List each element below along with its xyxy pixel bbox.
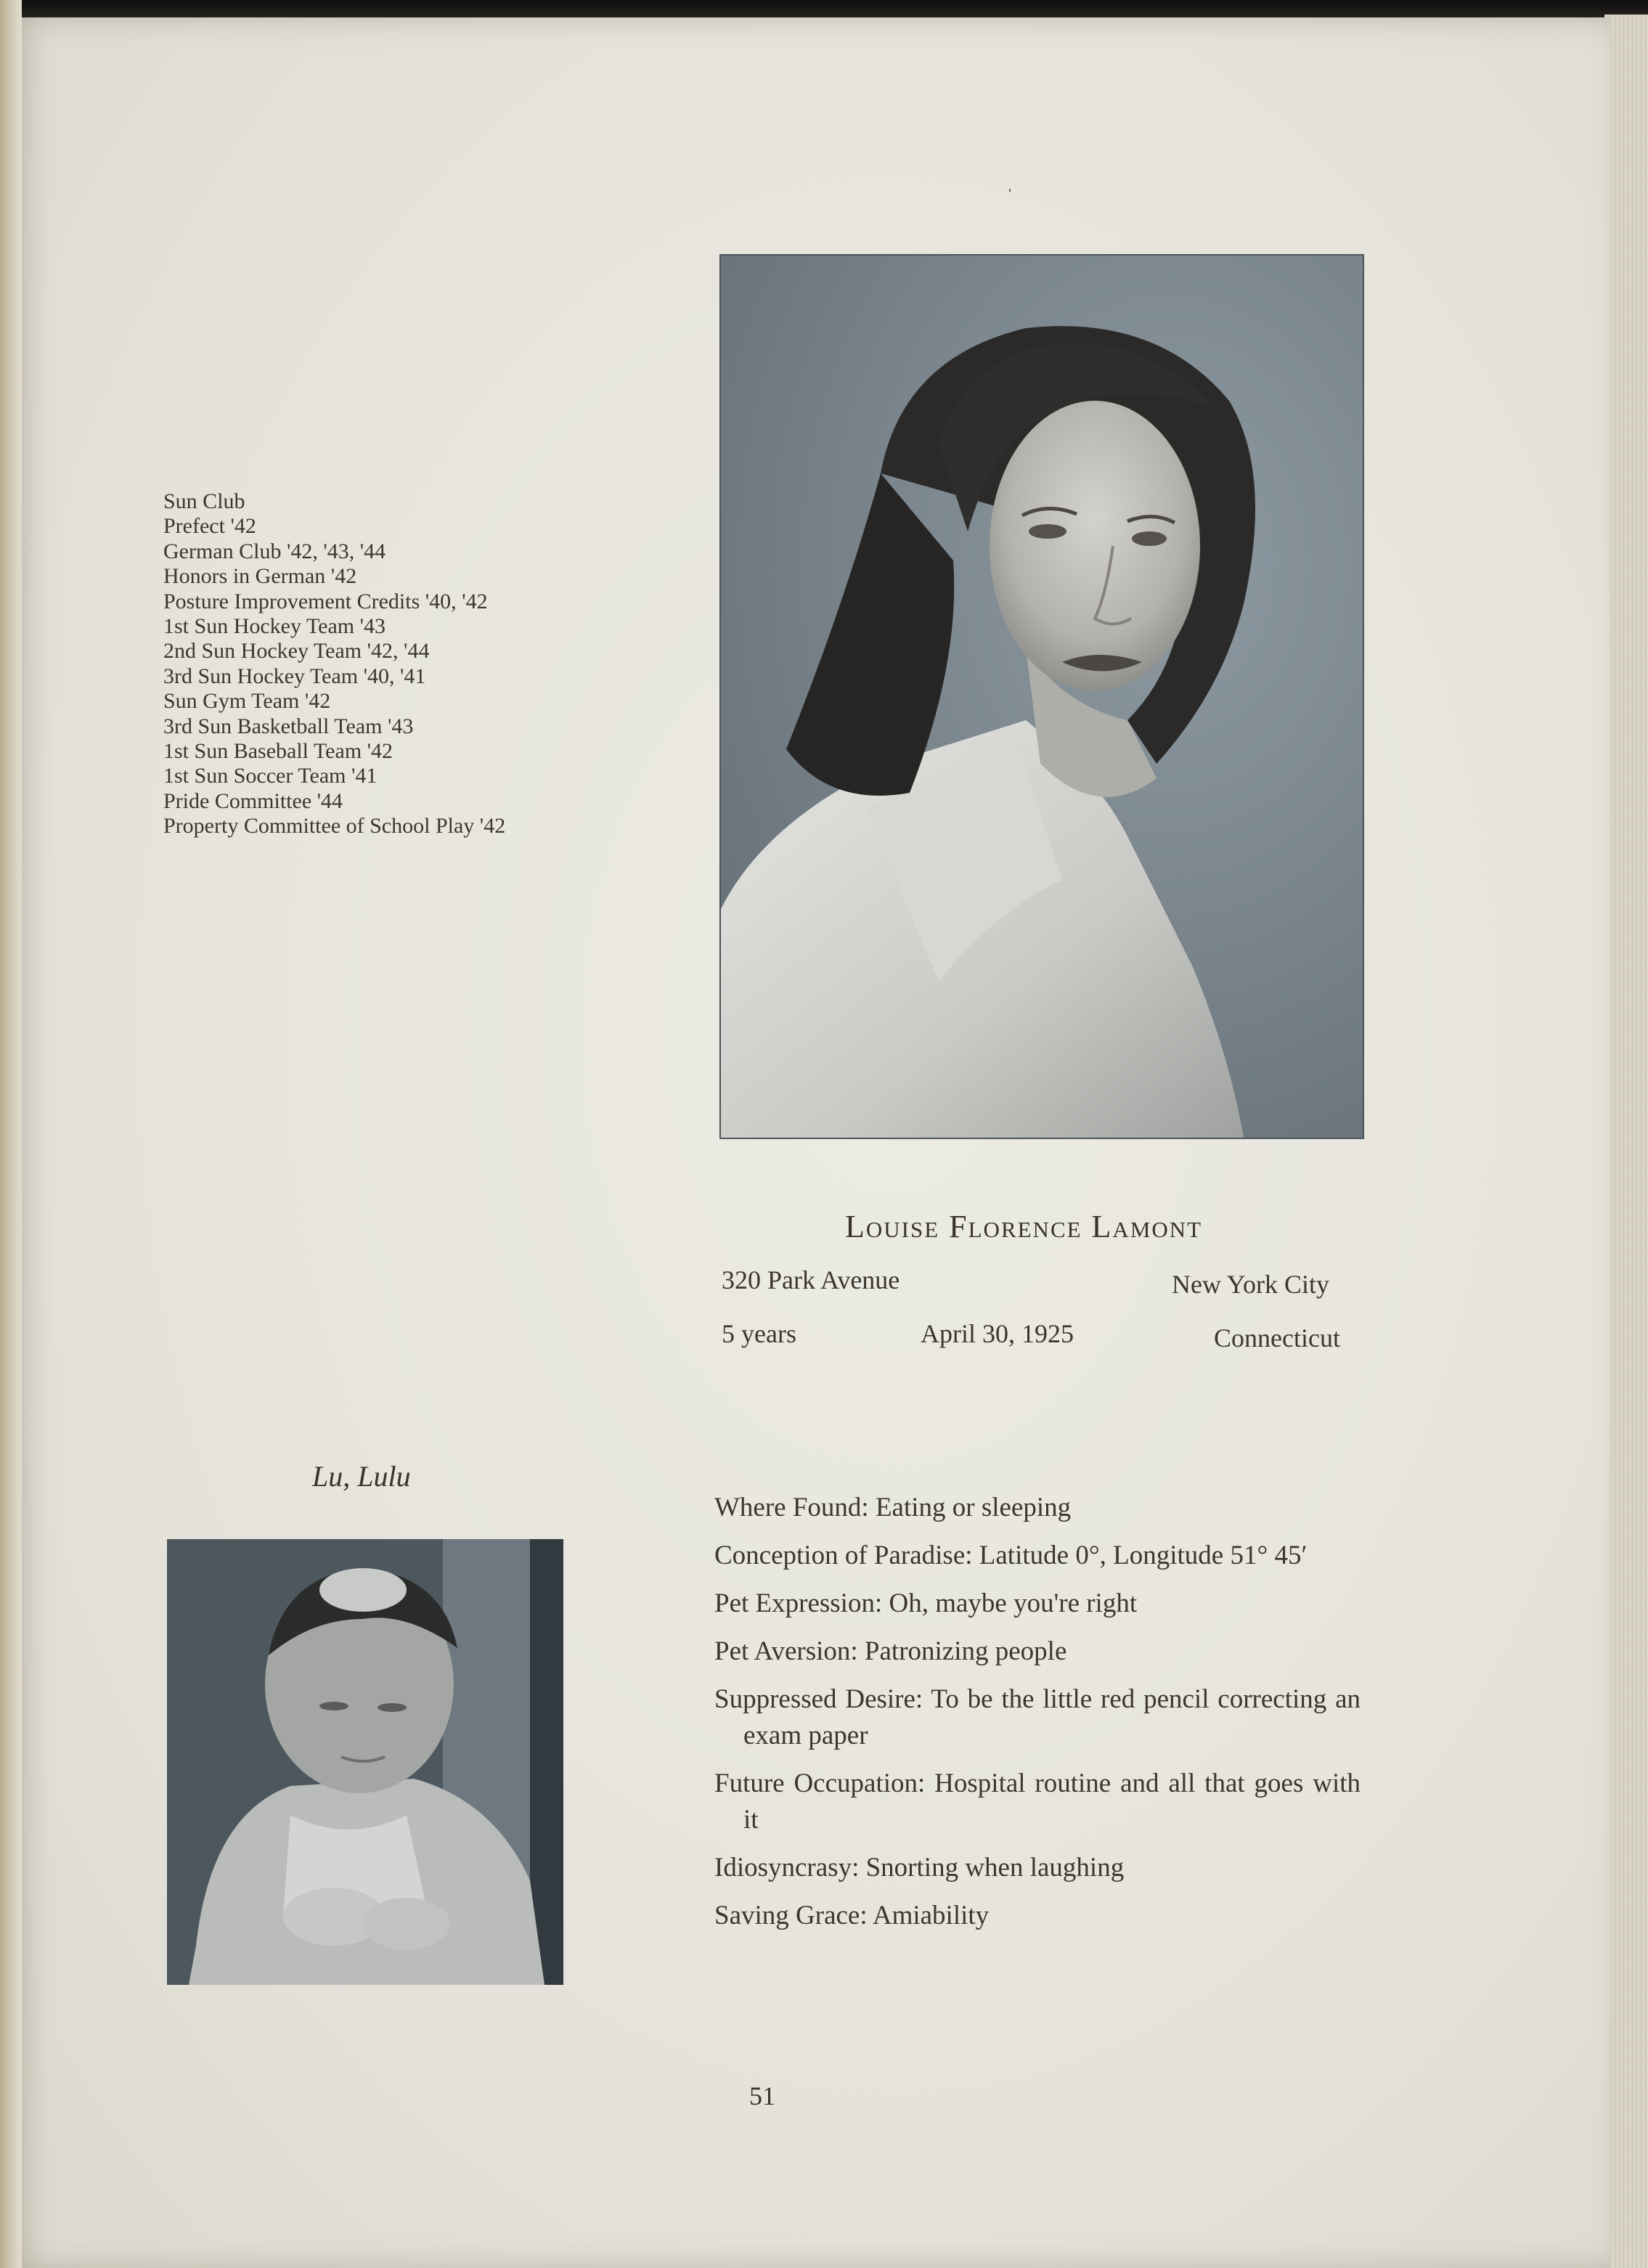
activity-item: Pride Committee '44 bbox=[163, 788, 343, 813]
qa-label: Pet Aversion : bbox=[714, 1636, 865, 1666]
student-birthdate: April 30, 1925 bbox=[921, 1319, 1074, 1348]
portrait-illustration bbox=[721, 256, 1363, 1138]
qa-label: Idiosyncrasy : bbox=[714, 1853, 866, 1882]
activity-item: 1st Sun Soccer Team '41 bbox=[163, 764, 378, 788]
qa-value: To be the little red pencil correcting an exam paper bbox=[743, 1684, 1361, 1750]
book-binding-edge bbox=[0, 0, 22, 2268]
qa-label: Future Occupation : bbox=[714, 1769, 934, 1798]
activity-item: Posture Improvement Credits '40, '42 bbox=[163, 589, 488, 613]
qa-label: Suppressed Desire : bbox=[714, 1684, 931, 1714]
years-at-school: 5 years bbox=[722, 1319, 796, 1348]
student-city: New York City bbox=[1172, 1270, 1330, 1299]
activity-item: 2nd Sun Hockey Team '42, '44 bbox=[163, 639, 430, 664]
profile-qa-list bbox=[714, 1490, 1361, 1946]
baby-photo-illustration bbox=[167, 1539, 563, 1985]
qa-label: Conception of Paradise : bbox=[714, 1541, 979, 1570]
activity-item: Honors in German '42 bbox=[163, 564, 357, 589]
qa-pet-expression bbox=[714, 1586, 1361, 1622]
qa-future-occupation bbox=[714, 1766, 1361, 1838]
qa-value: Snorting when laughing bbox=[865, 1853, 1125, 1882]
activity-item: Property Committee of School Play '42 bbox=[163, 814, 506, 839]
qa-label: Saving Grace : bbox=[714, 1901, 873, 1930]
qa-value: Hospital routine and all that goes with it bbox=[743, 1769, 1361, 1835]
baby-photo bbox=[167, 1539, 563, 1985]
qa-label: Where Found : bbox=[714, 1493, 876, 1522]
student-name: Louise Florence Lamont bbox=[845, 1209, 1203, 1244]
student-nickname: Lu, Lulu bbox=[312, 1460, 411, 1493]
qa-label: Pet Expression : bbox=[714, 1588, 889, 1618]
student-state: Connecticut bbox=[1214, 1323, 1340, 1353]
page-number: 51 bbox=[749, 2081, 775, 2110]
pencil-mark: ˌ bbox=[1006, 168, 1013, 192]
qa-where-found bbox=[714, 1490, 1361, 1526]
qa-value: Patronizing people bbox=[864, 1636, 1067, 1666]
activity-item: Sun Club bbox=[163, 489, 245, 513]
activity-item: 1st Sun Hockey Team '43 bbox=[163, 614, 386, 639]
qa-idiosyncrasy bbox=[714, 1850, 1361, 1886]
qa-value: Oh, maybe you're right bbox=[889, 1588, 1138, 1618]
qa-saving-grace bbox=[714, 1898, 1361, 1934]
activities-list bbox=[163, 489, 613, 839]
activity-item: 1st Sun Baseball Team '42 bbox=[163, 739, 393, 764]
qa-value: Latitude 0°, Longitude 51° 45′ bbox=[979, 1541, 1308, 1570]
qa-value: Eating or sleeping bbox=[875, 1493, 1072, 1522]
yearbook-page bbox=[13, 17, 1610, 2268]
activity-item: Sun Gym Team '42 bbox=[163, 689, 331, 714]
page-stack-edge bbox=[1604, 15, 1648, 2268]
student-address: 320 Park Avenue bbox=[722, 1265, 900, 1294]
qa-value: Amiability bbox=[872, 1901, 990, 1930]
activity-item: German Club '42, '43, '44 bbox=[163, 539, 386, 563]
senior-portrait-photo bbox=[721, 256, 1363, 1138]
activity-item: 3rd Sun Hockey Team '40, '41 bbox=[163, 664, 426, 688]
activity-item: 3rd Sun Basketball Team '43 bbox=[163, 714, 414, 738]
qa-conception-of-paradise bbox=[714, 1538, 1361, 1574]
qa-pet-aversion bbox=[714, 1633, 1361, 1670]
qa-suppressed-desire bbox=[714, 1681, 1361, 1754]
activity-item: Prefect '42 bbox=[163, 514, 256, 539]
